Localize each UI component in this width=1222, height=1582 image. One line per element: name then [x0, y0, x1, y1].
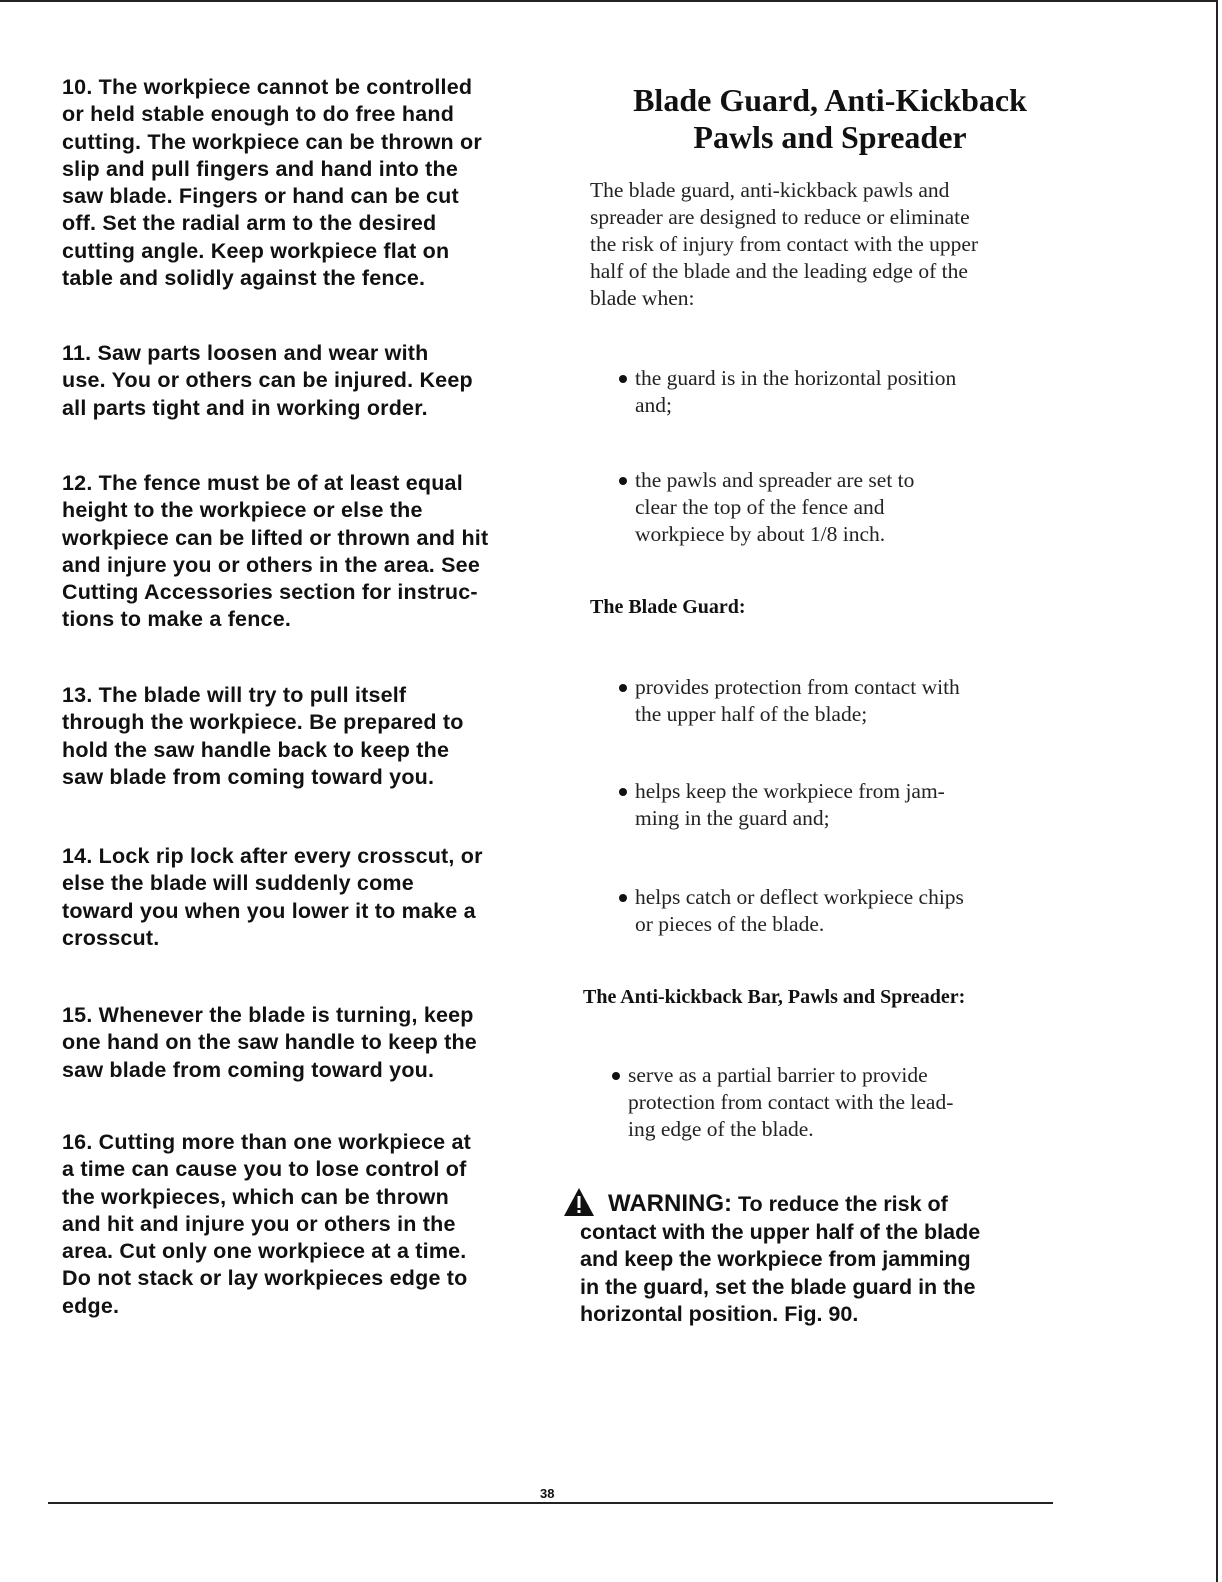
warning-label: WARNING: [608, 1190, 732, 1217]
section-title: Blade Guard, Anti-Kickback Pawls and Spreader [633, 82, 1027, 155]
condition-bullet [617, 467, 914, 548]
warning-block [580, 1190, 1060, 1329]
condition-bullet [617, 365, 956, 419]
blade-guard-bullet [617, 884, 964, 938]
bullet-icon [619, 894, 627, 902]
antikickback-bullet [610, 1062, 953, 1143]
blade-guard-heading: The Blade Guard: [590, 596, 746, 618]
bullet-icon [619, 375, 627, 383]
bullet-text: helps catch or deflect workpiece chips or pieces of the blade. [635, 885, 964, 936]
warning-text: To reduce the risk of contact with the upper half of the blade and keep the workpiece from jamming in the guard, set the blade guard in the horizontal position. Fig. 90. [580, 1192, 981, 1326]
blade-guard-bullet [617, 674, 960, 728]
blade-guard-bullet [617, 778, 945, 832]
bullet-icon [619, 788, 627, 796]
bullet-icon [619, 477, 627, 485]
footer-rule [48, 1502, 1053, 1504]
safety-item-12: 12. The fence must be of at least equal height to the workpiece or else the workpiece can be lifted or thrown and hit and injure you or others in the area. See Cutting Accessories section for instruc- tions to make a fence. [62, 471, 489, 632]
safety-item-11: 11. Saw parts loosen and wear with use. You or others can be injured. Keep all parts tight and in working order. [62, 341, 473, 420]
bullet-text: provides protection from contact with the upper half of the blade; [635, 675, 960, 726]
bullet-text: helps keep the workpiece from jam- ming in the guard and; [635, 779, 945, 830]
safety-item-16: 16. Cutting more than one workpiece at a time can cause you to lose control of the workpieces, which can be thrown and hit and injure you or others in the area. Cut only one workpiece at a time. Do not stack or lay workpieces edge to edge. [62, 1130, 472, 1318]
bullet-text: serve as a partial barrier to provide protection from contact with the lead- ing edge of the blade. [628, 1063, 954, 1141]
safety-item-10: 10. The workpiece cannot be controlled or held stable enough to do free hand cutting. The workpiece can be thrown or slip and pull fingers and hand into the saw blade. Fingers or hand can be cut off. Set the radial arm to the desired cutting angle. Keep workpiece flat on table and solidly against the fence. [62, 75, 482, 291]
bullet-icon [619, 684, 627, 692]
bullet-icon [612, 1072, 620, 1080]
bullet-text: the guard is in the horizontal position and; [635, 366, 957, 417]
safety-item-13: 13. The blade will try to pull itself through the workpiece. Be prepared to hold the saw handle back to keep the saw blade from coming toward you. [62, 683, 464, 789]
bullet-text: the pawls and spreader are set to clear the top of the fence and workpiece by about 1/8 inch. [635, 468, 915, 546]
intro-paragraph: The blade guard, anti-kickback pawls and spreader are designed to reduce or eliminate the risk of injury from contact with the upper half of the blade and the leading edge of the blade when: [590, 178, 979, 310]
safety-item-15: 15. Whenever the blade is turning, keep one hand on the saw handle to keep the saw blade from coming toward you. [62, 1003, 477, 1082]
safety-item-14: 14. Lock rip lock after every crosscut, or else the blade will suddenly come toward you when you lower it to make a crosscut. [62, 844, 483, 950]
antikickback-heading: The Anti-kickback Bar, Pawls and Spreader: [583, 986, 966, 1008]
page-number: 38 [540, 1486, 555, 1501]
